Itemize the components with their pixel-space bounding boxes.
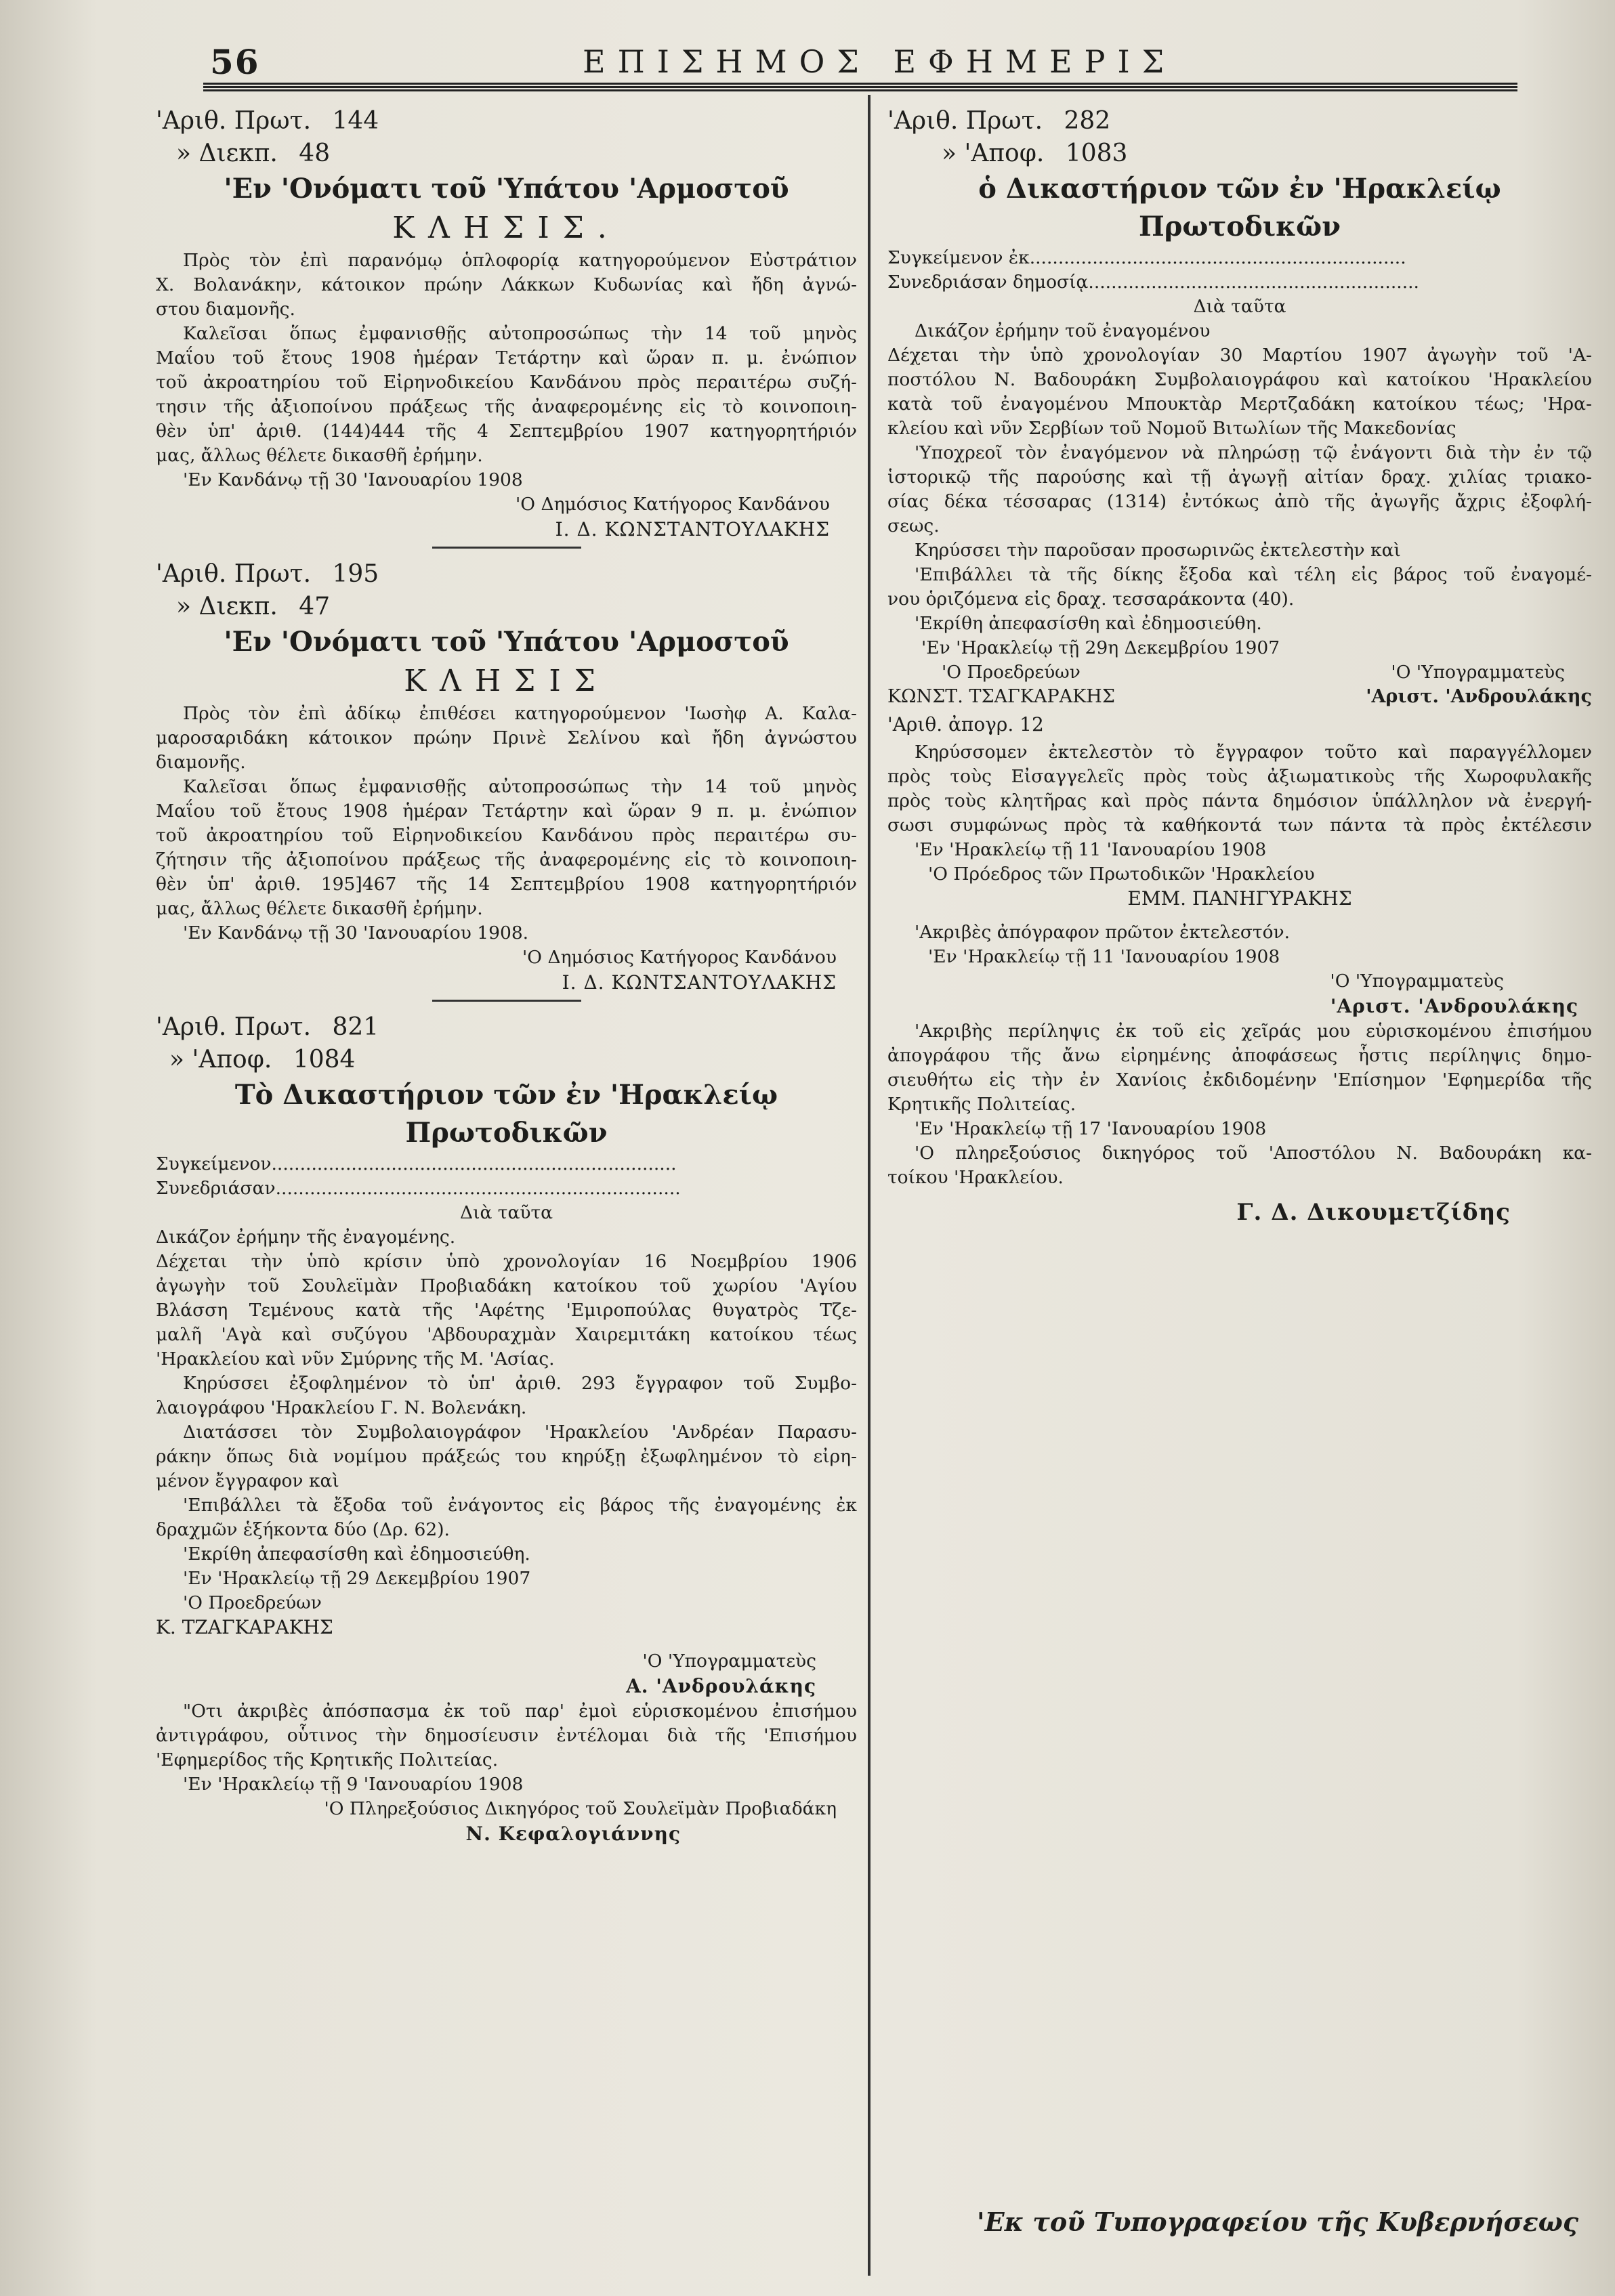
dispatch-number bbox=[156, 137, 857, 170]
text-line: νου ὁριζόμενα εἰς δραχ. τεσσαράκοντα (40). bbox=[887, 589, 1295, 610]
published-line: 'Εκρίθη ἀπεφασίσθη καὶ ἐδημοσιεύθη. bbox=[915, 613, 1262, 634]
text-line: ζήτησιν τῆς ἀξιοποίνου πράξεως τῆς ἀναφερομένης εἰς τὸ κοινοποιη- bbox=[156, 849, 857, 870]
text-line: τοῦ ἀκροατηρίου τοῦ Εἰρηνοδικείου Κανδάνου πρὸς περαιτέρω συζή- bbox=[156, 372, 857, 393]
text-line: δραχμῶν ἑξήκοντα δύο (Δρ. 62). bbox=[156, 1519, 450, 1540]
printer-imprint: 'Εκ τοῦ Τυπογραφείου τῆς Κυβερνήσεως bbox=[976, 2207, 1578, 2237]
text-line: 'Ακριβὴς περίληψις ἐκ τοῦ εἰς χεῖράς μου εὑρισκομένου ἐπισήμου bbox=[915, 1021, 1592, 1042]
text-line: πρὸς τοὺς Εἰσαγγελεῖς πρὸς τοὺς ἀξιωματικοὺς τῆς Χωροφυλακῆς bbox=[887, 766, 1592, 787]
presiding-role: 'Ο Προεδρεύων bbox=[183, 1592, 322, 1613]
text-line: "Οτι ἀκριβὲς ἀπόσπασμα ἐκ τοῦ παρ' ἐμοὶ εὑρισκομένου ἐπισήμου bbox=[183, 1701, 857, 1722]
text-line: μας, ἄλλως θέλετε δικασθῆ ἐρήμην. bbox=[156, 898, 483, 919]
lawyer-name: Ν. Κεφαλογιάννης bbox=[465, 1823, 681, 1845]
certification-date: 'Εν 'Ηρακλείῳ τῇ 9 'Ιανουαρίου 1908 bbox=[183, 1774, 524, 1795]
protocol-value: 821 bbox=[332, 1013, 379, 1041]
text-line: 'Εφημερίδος τῆς Κρητικῆς Πολιτείας. bbox=[156, 1749, 499, 1770]
text-line: ἀπογράφου τῆς ἄνω εἰρημένης ἀποφάσεως ἧστις περίληψις δημο- bbox=[887, 1045, 1592, 1066]
text-line: Δέχεται τὴν ὑπὸ κρίσιν ὑπὸ χρονολογίαν 16 Νοεμβρίου 1906 bbox=[156, 1251, 857, 1272]
presiding-role: 'Ο Προεδρεύων bbox=[942, 662, 1081, 683]
secretary2-role: 'Ο 'Υπογραμματεὺς bbox=[1330, 971, 1504, 992]
dispatch-value: 47 bbox=[299, 593, 331, 620]
protocol-value: 144 bbox=[332, 107, 379, 135]
president-name: ΕΜΜ. ΠΑΝΗΓΥΡΑΚΗΣ bbox=[1127, 887, 1352, 910]
text-line: Δικάζον ἐρήμην τοῦ ἐναγομένου bbox=[915, 320, 1211, 341]
judgment-date: 'Εν 'Ηρακλείῳ τῇ 29 Δεκεμβρίου 1907 bbox=[183, 1568, 531, 1589]
signatory-role: 'Ο Δημόσιος Κατήγορος Κανδάνου bbox=[516, 494, 830, 515]
secretary-name: Α. 'Ανδρουλάκης bbox=[626, 1675, 816, 1697]
secretary-role: 'Ο 'Υπογραμματεὺς bbox=[642, 1651, 816, 1672]
composition-line: Συγκείμενον ἐκ.................................................................. bbox=[887, 247, 1406, 268]
text-line: Διατάσσει τὸν Συμβολαιογράφον 'Ηρακλείου 'Ανδρέαν Παρασυ- bbox=[183, 1422, 857, 1443]
text-line: διαμονῆς. bbox=[156, 752, 246, 773]
court-heading-line2: Πρωτοδικῶν bbox=[1139, 211, 1341, 242]
decision-label: » 'Αποφ. bbox=[169, 1046, 272, 1073]
register-number: 'Αριθ. ἀπογρ. 12 bbox=[887, 713, 1044, 736]
text-line: 'Ηρακλείου καὶ νῦν Σμύρνης τῆς Μ. 'Ασίας. bbox=[156, 1348, 555, 1369]
protocol-number bbox=[156, 105, 857, 137]
text-line: μαλῆ 'Αγὰ καὶ συζύγου 'Αβδουραχμὰν Χαιρεμιτάκη κατοίκου τέως bbox=[156, 1324, 857, 1345]
notice-summons-195 bbox=[156, 558, 857, 1002]
for-these-reasons: Διὰ ταῦτα bbox=[1193, 296, 1286, 317]
text-line: Κρητικῆς Πολιτείας. bbox=[887, 1094, 1076, 1115]
text-line: ποστόλου Ν. Βαδουράκη Συμβολαιογράφου καὶ κατοίκου 'Ηρακλείου bbox=[887, 369, 1592, 390]
dispatch-label: » Διεκπ. bbox=[176, 140, 278, 167]
text-line: 'Υποχρεοῖ τὸν ἐναγόμενον νὰ πληρώσῃ τῷ ἐνάγοντι διὰ τὴν ἐν τῷ bbox=[915, 442, 1592, 463]
summons-title: ΚΛΗΣΙΣ bbox=[404, 664, 609, 698]
text-line: λαιογράφου 'Ηρακλείου Γ. Ν. Βολενάκη. bbox=[156, 1397, 527, 1418]
text-line: ράκην ὅπως διὰ νομίμου πράξεώς του κηρύξῃ ἐξωφλημένον τὸ εἰρη- bbox=[156, 1446, 857, 1467]
secretary2-name: 'Αριστ. 'Ανδρουλάκης bbox=[1330, 995, 1578, 1017]
text-line: Πρὸς τὸν ἐπὶ παρανόμῳ ὁπλοφορίᾳ κατηγορούμενον Εὐστράτιον bbox=[183, 250, 857, 271]
summons-title: ΚΛΗΣΙΣ. bbox=[392, 211, 621, 245]
dispatch-value: 48 bbox=[299, 140, 331, 167]
protocol-value: 282 bbox=[1064, 107, 1111, 135]
text-line: μας, ἄλλως θέλετε δικασθῆ ἐρήμην. bbox=[156, 445, 483, 466]
left-column bbox=[156, 105, 857, 1847]
court-heading-line2: Πρωτοδικῶν bbox=[405, 1117, 608, 1149]
protocol-label: 'Αριθ. Πρωτ. bbox=[156, 107, 312, 135]
session-line: Συνεδριάσαν δημοσίᾳ.......................................................... bbox=[887, 272, 1419, 293]
notice-judgment-821 bbox=[156, 1011, 857, 1847]
text-line: κλείου καὶ νῦν Σερβίων τοῦ Νομοῦ Βιτωλίων τῆς Μακεδονίας bbox=[887, 418, 1456, 439]
signatory-name: Ι. Δ. ΚΩΝΣΤΑΝΤΟΥΛΑΚΗΣ bbox=[555, 518, 830, 540]
text-line: ἀγωγὴν τοῦ Σουλεϊμὰν Προβιαδάκη κατοίκου τοῦ χωρίου 'Αγίου bbox=[156, 1275, 857, 1296]
enforcement-date: 'Εν 'Ηρακλείῳ τῇ 11 'Ιανουαρίου 1908 bbox=[915, 839, 1267, 860]
text-line: σωσι συμφώνως πρὸς τὰ καθήκοντά των πάντα τὰ πρὸς ἐκτέλεσιν bbox=[887, 815, 1592, 836]
protocol-value: 195 bbox=[332, 560, 379, 588]
text-line: ἱστορικῷ τῆς παρούσης καὶ τῇ ἀγωγῇ αἰτίαν δραχ. χιλίας τριακο- bbox=[887, 467, 1592, 488]
text-line: πρὸς τοὺς κλητῆρας καὶ πρὸς πάντα δημόσιον ὑπάλληλον νὰ ἐνεργή- bbox=[887, 790, 1592, 811]
text-line: στου διαμονῆς. bbox=[156, 299, 295, 320]
text-line: Πρὸς τὸν ἐπὶ ἀδίκῳ ἐπιθέσει κατηγορούμενον 'Ιωσὴφ Α. Καλα- bbox=[183, 703, 857, 724]
copy-date: 'Εν 'Ηρακλείῳ τῇ 11 'Ιανουαρίου 1908 bbox=[928, 946, 1280, 967]
notice-date: 'Εν Κανδάνῳ τῇ 30 'Ιανουαρίου 1908. bbox=[183, 922, 529, 943]
roles-row bbox=[887, 660, 1592, 685]
section-rule bbox=[432, 1000, 581, 1002]
composition-line: Συγκείμενον....................................................................... bbox=[156, 1153, 677, 1174]
signatory-role: 'Ο Δημόσιος Κατήγορος Κανδάνου bbox=[522, 947, 837, 968]
dispatch-number bbox=[156, 591, 857, 623]
text-line: Καλεῖσαι ὅπως ἐμφανισθῇς αὐτοπροσώπως τὴν 14 τοῦ μηνὸς bbox=[183, 323, 857, 344]
text-line: Δέχεται τὴν ὑπὸ χρονολογίαν 30 Μαρτίου 1907 ἀγωγὴν τοῦ 'Α- bbox=[887, 345, 1592, 366]
notice-summons-144 bbox=[156, 105, 857, 549]
protocol-number bbox=[887, 105, 1592, 137]
text-line: Δικάζον ἐρήμην τῆς ἐναγομένης. bbox=[156, 1227, 456, 1248]
text-line: Χ. Βολανάκην, κάτοικον πρώην Λάκκων Κυδωνίας καὶ ἤδη ἀγνώ- bbox=[156, 274, 857, 295]
text-line: τησιν τῆς ἀξιοποίνου πράξεως τῆς ἀναφερομένης εἰς τὸ κοινοποιη- bbox=[156, 396, 857, 417]
text-line: 'Επιβάλλει τὰ τῆς δίκης ἔξοδα καὶ τέλη εἰς βάρος τοῦ ἐναγομέ- bbox=[915, 564, 1592, 585]
text-line: σίας δέκα τέσσαρας (1314) ἐντόκως ἀπὸ τῆς ἀγωγῆς ἄχρις ἐξοφλή- bbox=[887, 491, 1592, 512]
presiding-name: Κ. ΤΖΑΓΚΑΡΑΚΗΣ bbox=[156, 1616, 333, 1638]
page-number: 56 bbox=[210, 42, 260, 82]
secretary-role: 'Ο 'Υπογραμματεὺς bbox=[1391, 662, 1565, 683]
text-line: θὲν ὑπ' ἀριθ. (144)444 τῆς 4 Σεπτεμβρίου 1907 κατηγορητήριόν bbox=[156, 421, 857, 442]
presiding-name: ΚΩΝΣΤ. ΤΣΑΓΚΑΡΑΚΗΣ bbox=[887, 686, 1115, 707]
notice-date: 'Εν Κανδάνῳ τῇ 30 'Ιανουαρίου 1908 bbox=[183, 469, 523, 490]
decision-number bbox=[156, 1044, 857, 1076]
text-line: τοῦ ἀκροατηρίου τοῦ Εἰρηνοδικείου Κανδάνου πρὸς περαιτέρω συ- bbox=[156, 825, 857, 846]
notice-judgment-282 bbox=[887, 105, 1592, 1225]
for-these-reasons: Διὰ ταῦτα bbox=[459, 1202, 553, 1223]
decision-value: 1084 bbox=[293, 1046, 356, 1073]
text-line: Κηρύσσει ἐξοφλημένον τὸ ὑπ' ἀριθ. 293 ἔγγραφον τοῦ Συμβο- bbox=[183, 1373, 857, 1394]
names-row bbox=[887, 685, 1592, 709]
text-line: 'Επιβάλλει τὰ ἔξοδα τοῦ ἐνάγοντος εἰς βάρος τῆς ἐναγομένης ἐκ bbox=[183, 1495, 857, 1516]
published-line: 'Εκρίθη ἀπεφασίσθη καὶ ἐδημοσιεύθη. bbox=[183, 1544, 530, 1565]
dispatch-label: » Διεκπ. bbox=[176, 593, 278, 620]
lawyer-name: Γ. Δ. Δικουμετζίδης bbox=[1236, 1199, 1511, 1226]
decision-number bbox=[887, 137, 1592, 170]
text-line: 'Ο πληρεξούσιος δικηγόρος τοῦ 'Αποστόλου Ν. Βαδουράκη κα- bbox=[915, 1143, 1592, 1164]
text-line: Κηρύσσομεν ἐκτελεστὸν τὸ ἔγγραφον τοῦτο καὶ παραγγέλλομεν bbox=[915, 742, 1592, 763]
protocol-label: 'Αριθ. Πρωτ. bbox=[156, 1013, 312, 1041]
notice-heading: 'Εν 'Ονόματι τοῦ 'Υπάτου 'Αρμοστοῦ bbox=[224, 173, 789, 205]
court-heading: Τὸ Δικαστήριον τῶν ἐν 'Ηρακλείῳ bbox=[234, 1079, 778, 1111]
session-line: Συνεδριάσαν....................................................................... bbox=[156, 1178, 681, 1199]
court-heading: ὁ Δικαστήριον τῶν ἐν 'Ηρακλείῳ bbox=[978, 173, 1501, 205]
text-line: τοίκου 'Ηρακλείου. bbox=[887, 1167, 1064, 1188]
protocol-number bbox=[156, 558, 857, 591]
lawyer-role: 'Ο Πληρεξούσιος Δικηγόρος τοῦ Σουλεϊμὰν Προβιαδάκη bbox=[324, 1798, 837, 1819]
text-line: ἀντιγράφου, οὗτινος τὴν δημοσίευσιν ἐντέλομαι διὰ τῆς 'Επισήμου bbox=[156, 1725, 857, 1746]
text-line: θὲν ὑπ' ἀριθ. 195]467 τῆς 14 Σεπτεμβρίου 1908 κατηγορητήριόν bbox=[156, 874, 857, 895]
text-line: κατὰ τοῦ ἐναγομένου Μπουκτὰρ Μερτζαδάκη κατοίκου τέως; 'Ηρα- bbox=[887, 394, 1592, 414]
text-line: Βλάσση Τεμένους κατὰ τῆς 'Αφέτης 'Εμιροπούλας θυγατρὸς Τζε- bbox=[156, 1300, 857, 1321]
protocol-number bbox=[156, 1011, 857, 1044]
protocol-label: 'Αριθ. Πρωτ. bbox=[887, 107, 1043, 135]
column-divider bbox=[868, 95, 871, 2276]
secretary-name: 'Αριστ. 'Ανδρουλάκης bbox=[1366, 686, 1592, 707]
decision-value: 1083 bbox=[1065, 140, 1128, 167]
judgment-date: 'Εν 'Ηρακλείῳ τῇ 29η Δεκεμβρίου 1907 bbox=[921, 637, 1280, 658]
text-line: Μαΐου τοῦ ἔτους 1908 ἡμέραν Τετάρτην καὶ ὥραν 9 π. μ. ἐνώπιον bbox=[156, 801, 857, 822]
protocol-label: 'Αριθ. Πρωτ. bbox=[156, 560, 312, 588]
text-line: σιευθήτω εἰς τὴν ἐν Χανίοις ἐκδιδομένην 'Επίσημον 'Εφημερίδα τῆς bbox=[887, 1069, 1592, 1090]
text-line: Κηρύσσει τὴν παροῦσαν προσωρινῶς ἐκτελεστὴν καὶ bbox=[915, 540, 1401, 561]
right-column bbox=[887, 105, 1592, 1225]
text-line: Καλεῖσαι ὅπως ἐμφανισθῇς αὐτοπροσώπως τὴν 14 τοῦ μηνὸς bbox=[183, 776, 857, 797]
signatory-name: Ι. Δ. ΚΩΝΤΣΑΝΤΟΥΛΑΚΗΣ bbox=[562, 971, 837, 994]
notice-heading: 'Εν 'Ονόματι τοῦ 'Υπάτου 'Αρμοστοῦ bbox=[224, 626, 789, 658]
text-line: σεως. bbox=[887, 515, 940, 536]
text-line: μαροσαριδάκη κάτοικον πρώην Πρινὲ Σελίνου καὶ ἤδη ἀγνώστου bbox=[156, 727, 857, 748]
president-role: 'Ο Πρόεδρος τῶν Πρωτοδικῶν 'Ηρακλείου bbox=[928, 864, 1315, 885]
text-line: Μαΐου τοῦ ἔτους 1908 ἡμέραν Τετάρτην καὶ ὥραν π. μ. ἐνώπιον bbox=[156, 347, 857, 368]
header-rule bbox=[203, 83, 1517, 92]
section-rule bbox=[432, 547, 581, 549]
text-line: μένον ἔγγραφον καὶ bbox=[156, 1470, 339, 1491]
decision-label: » 'Αποφ. bbox=[942, 140, 1045, 167]
summary-date: 'Εν 'Ηρακλείῳ τῇ 17 'Ιανουαρίου 1908 bbox=[915, 1118, 1267, 1139]
copy-line: 'Ακριβὲς ἀπόγραφον πρῶτον ἐκτελεστόν. bbox=[915, 922, 1291, 943]
newspaper-title: ΕΠΙΣΗΜΟΣ ΕΦΗΜΕΡΙΣ bbox=[583, 43, 1177, 80]
